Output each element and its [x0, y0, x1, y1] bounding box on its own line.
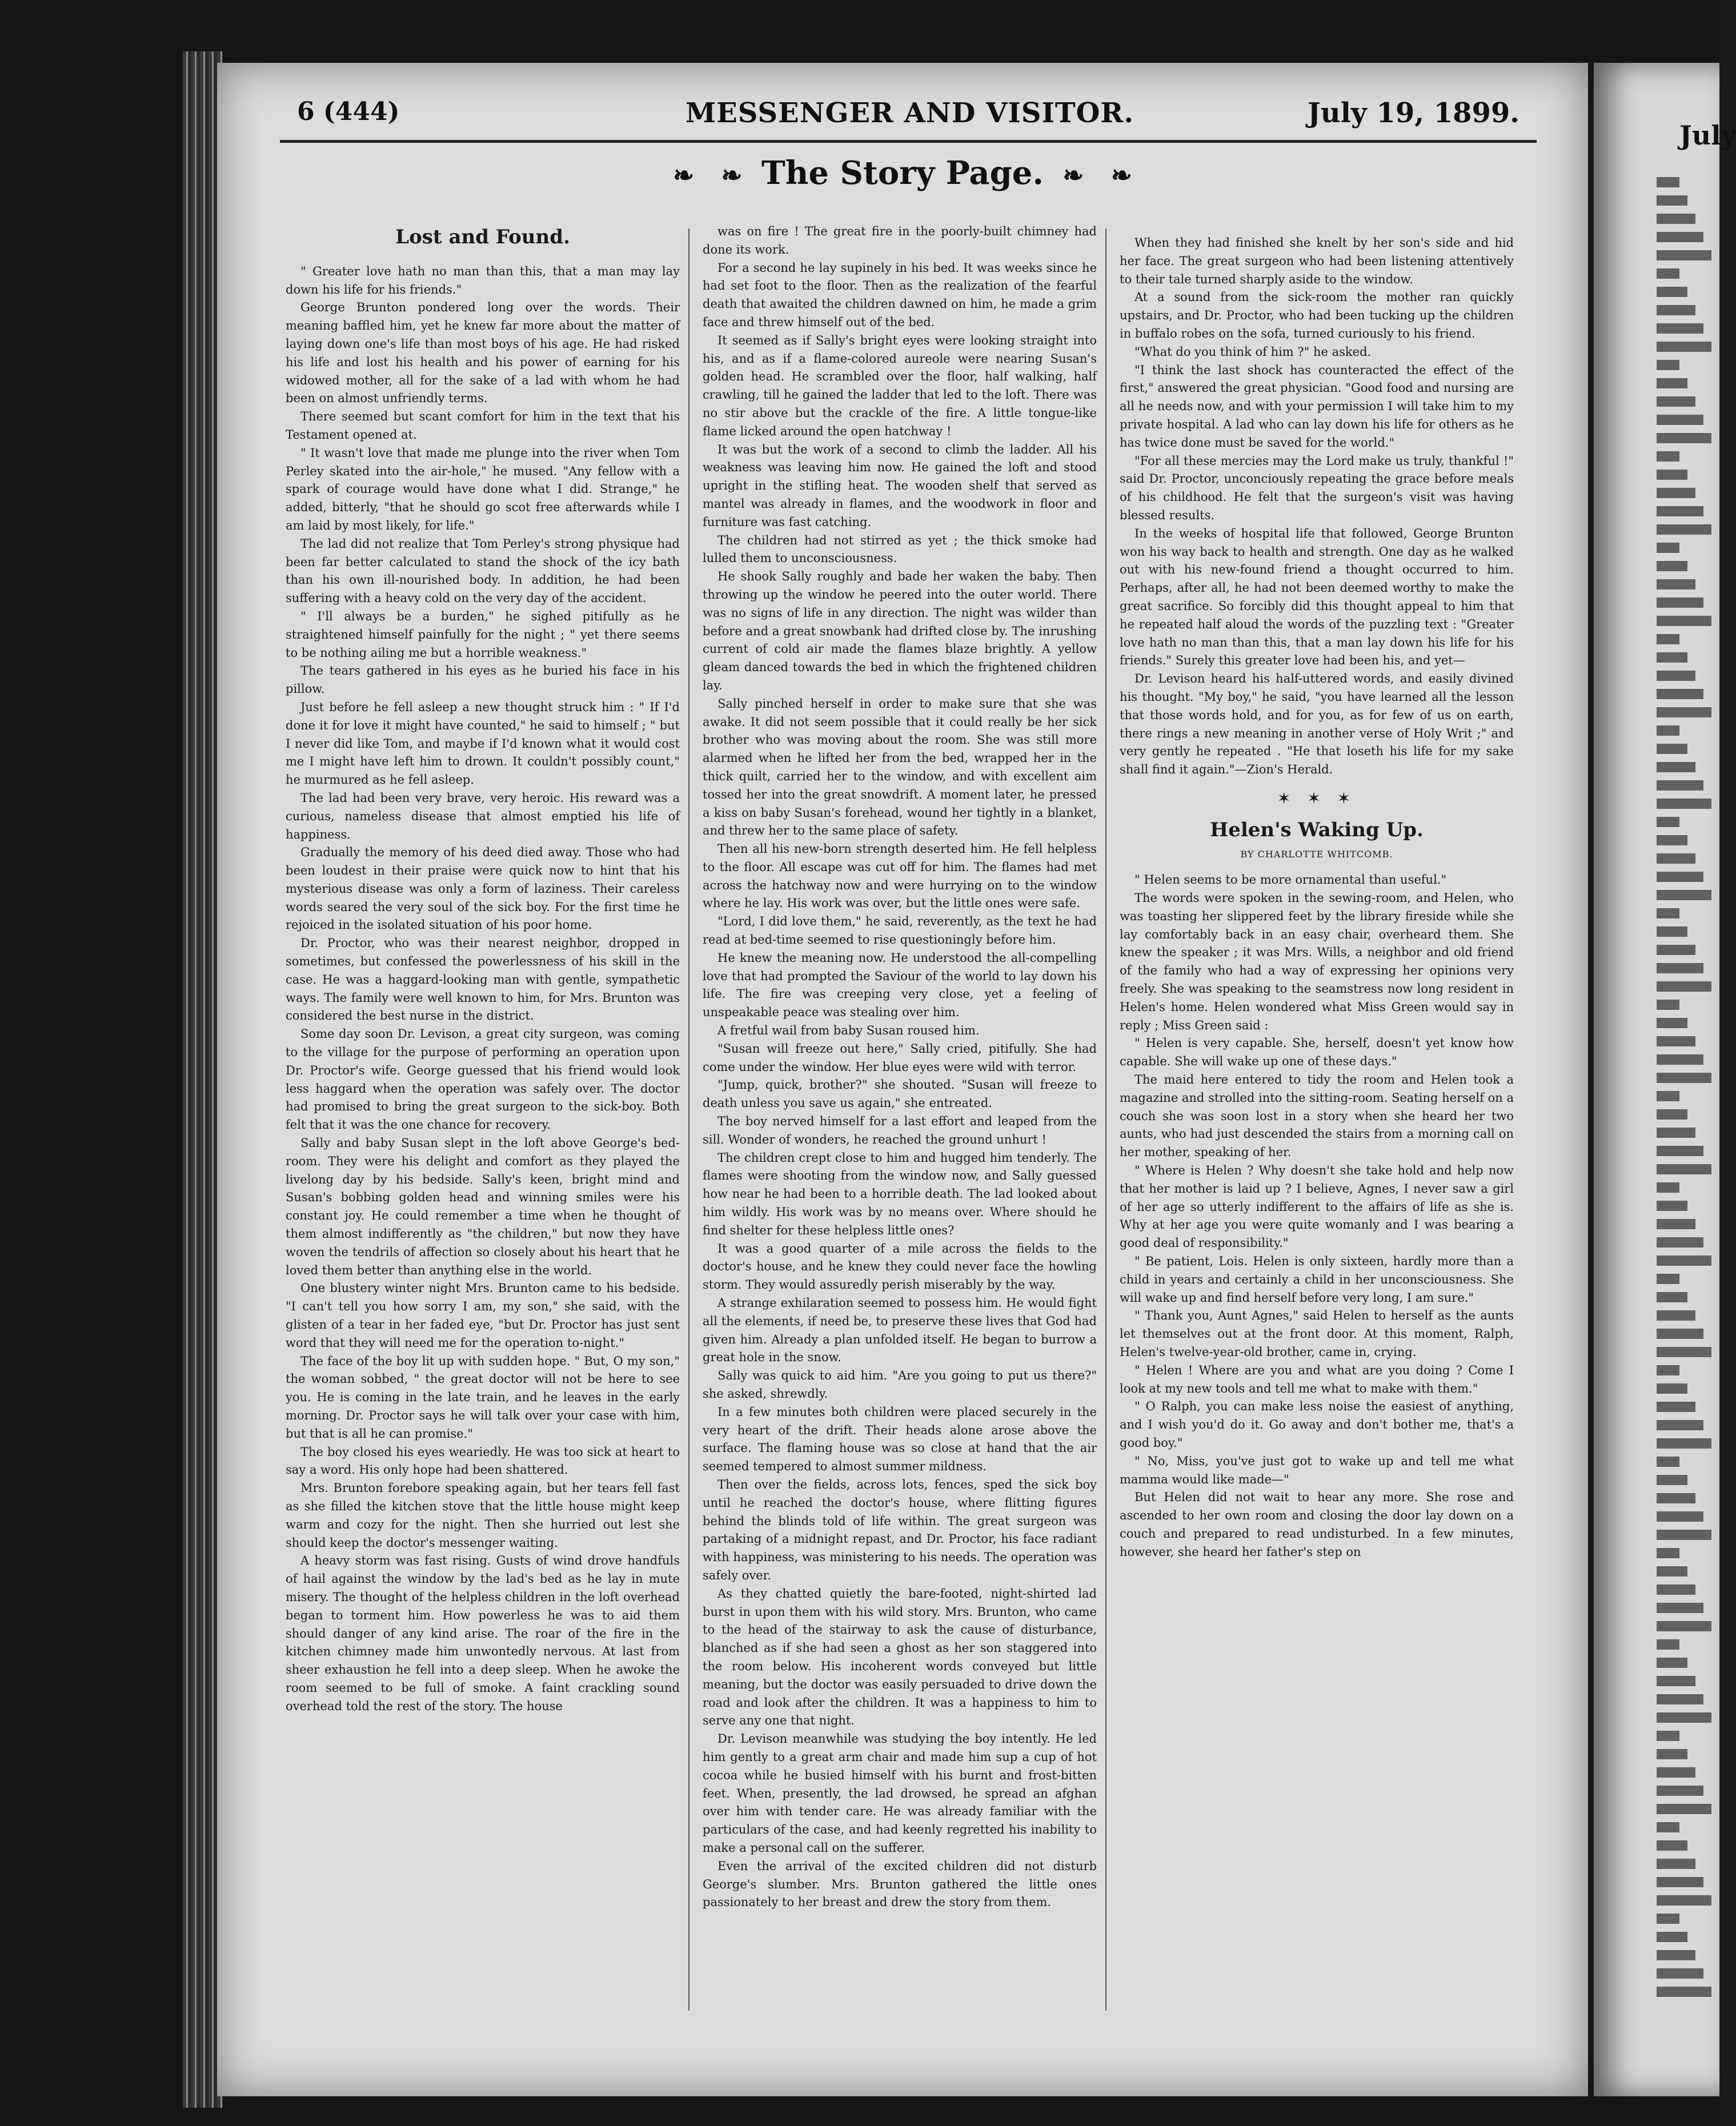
- adjacent-page-text-line: [1657, 1749, 1687, 1759]
- paragraph: One blustery winter night Mrs. Brunton came to his bedside. "I can't tell you how sorry I am, my son," she said, with the glisten of a tear in her faded eye, "but Dr. Proctor has just sent word that they will need me for the operation to-night.": [286, 1281, 680, 1350]
- paragraph: " No, Miss, you've just got to wake up and tell me what mamma would like made—": [1120, 1454, 1514, 1486]
- adjacent-page-text-line: [1657, 634, 1679, 644]
- paragraph: He shook Sally roughly and bade her waken the baby. Then throwing up the window he peered into the outer world. There was no signs of life in any direction. The night was wilder than before and a great snowbank had drifted close by. The inrushing current of cold air made the flames blaze brightly. A yellow gleam danced towards the bed in which the frightened children lay.: [703, 569, 1097, 692]
- adjacent-page-text-line: [1657, 543, 1679, 553]
- adjacent-page-text-line: [1657, 616, 1711, 626]
- adjacent-page-text-line: [1657, 1365, 1679, 1375]
- adjacent-page-text-line: [1657, 1548, 1679, 1558]
- paragraph: " O Ralph, you can make less noise the easiest of anything, and I wish you'd do it. Go away and don't bother me, that's a good boy.": [1120, 1399, 1514, 1450]
- paragraph: Then over the fields, across lots, fences, sped the sick boy until he reached the doctor's house, where flitting figures behind the blinds told of life within. The great surgeon was partaking of a midnight repast, and Dr. Proctor, his face radiant with happiness, was ministering to his needs. The operation was safely over.: [703, 1477, 1097, 1582]
- paragraph: Even the arrival of the excited children did not disturb George's slumber. Mrs. Brunton gathered the little ones passionately to her breast and drew the story from them.: [703, 1859, 1097, 1910]
- adjacent-page-text-line: [1657, 451, 1679, 462]
- adjacent-page-text-line: [1657, 835, 1687, 845]
- paragraph: Some day soon Dr. Levison, a great city surgeon, was coming to the village for the purpose of performing an operation upon Dr. Proctor's wife. George guessed that his friend would look less haggard when the operation was safely over. The doctor had promised to bring the great surgeon to the sick-boy. Both felt that it was the one chance for recovery.: [286, 1027, 680, 1132]
- paragraph: " Greater love hath no man than this, that a man may lay down his life for his friends.": [286, 264, 680, 296]
- adjacent-page-text-line: [1657, 1000, 1679, 1010]
- adjacent-page-text-line: [1657, 963, 1703, 973]
- paragraph: The boy nerved himself for a last effort and leaped from the sill. Wonder of wonders, he reached the ground unhurt !: [703, 1114, 1097, 1146]
- paragraph: Gradually the memory of his deed died away. Those who had been loudest in their praise were quick now to hint that his mysterious disease was only a form of laziness. Their careless words seared the very soul of the sick boy. For the first time he rejoiced in the isolated situation of his poor home.: [286, 845, 680, 932]
- adjacent-page-text-line: [1657, 1493, 1695, 1503]
- ornament-icon: ❧: [1063, 161, 1084, 190]
- section-heading: [217, 154, 1588, 192]
- adjacent-page-text-line: [1657, 744, 1687, 754]
- adjacent-page-text-line: [1657, 1146, 1703, 1156]
- adjacent-page-text-line: [1657, 232, 1703, 242]
- adjacent-page-text-line: [1657, 1237, 1703, 1247]
- adjacent-page-text-line: [1657, 1438, 1711, 1449]
- paragraph: was on fire ! The great fire in the poorly-built chimney had done its work.: [703, 224, 1097, 256]
- story-title: Lost and Found.: [395, 226, 570, 248]
- adjacent-page-text-line: [1657, 396, 1695, 407]
- story-title: Helen's Waking Up.: [1210, 818, 1424, 841]
- paragraph: As they chatted quietly the bare-footed, night-shirted lad burst in upon them with his wild story. Mrs. Brunton, who came to the head of the stairway to ask the cause of disturbance, blanched as if she had seen a ghost as her son staggered into the room below. His incoherent words conveyed but little meaning, but the doctor was easily persuaded to drive down the road and look after the children. It was a happiness to him to serve any one that night.: [703, 1586, 1097, 1728]
- adjacent-page-text-line: [1657, 652, 1687, 663]
- paragraph: " Where is Helen ? Why doesn't she take hold and help now that her mother is laid up ? I believe, Agnes, I never saw a girl of her age so utterly indifferent to the affairs of life as she is. Why at her age you were quite womanly and I was bearing a good deal of responsibility.": [1120, 1164, 1514, 1250]
- paragraph: The maid here entered to tidy the room and Helen took a magazine and strolled into the sitting-room. Seating herself on a couch she was soon lost in a story when she heard her two aunts, who had just descended the stairs from a morning call on her mother, speaking of her.: [1120, 1073, 1514, 1160]
- adjacent-page-text-line: [1657, 1201, 1687, 1211]
- adjacent-page-text-line: [1657, 305, 1695, 315]
- adjacent-page-text-line: [1657, 415, 1703, 425]
- adjacent-page-text-line: [1657, 323, 1703, 334]
- adjacent-page-text-line: [1657, 1073, 1711, 1083]
- adjacent-page-text-line: [1657, 799, 1711, 809]
- adjacent-page-text-line: [1657, 1914, 1679, 1924]
- paragraph: But Helen did not wait to hear any more. She rose and ascended to her own room and closing the door lay down on a couch and prepared to read undisturbed. In a few minutes, however, she heard her father's step on: [1120, 1490, 1514, 1559]
- adjacent-page-text-line: [1657, 1182, 1679, 1193]
- paragraph: " Helen seems to be more ornamental than useful.": [1134, 873, 1447, 887]
- adjacent-page-text-line: [1657, 1731, 1679, 1741]
- adjacent-page-text-line: [1657, 470, 1687, 480]
- adjacent-page-text-line: [1657, 1036, 1695, 1046]
- page-number: 6 (444): [297, 97, 400, 126]
- column-1: [286, 228, 680, 2028]
- paragraph: At a sound from the sick-room the mother ran quickly upstairs, and Dr. Proctor, who had been tucking up the children in buffalo robes on the sofa, turned curiously to his friend.: [1120, 290, 1514, 340]
- adjacent-page-text-line: [1657, 1639, 1679, 1650]
- adjacent-page-text-line: [1657, 1987, 1711, 1997]
- adjacent-page-text-line: [1657, 1383, 1687, 1394]
- paragraph: " Be patient, Lois. Helen is only sixteen, hardly more than a child in years and certainly a child in her unconsciousness. She will wake up and find herself before very long, I am sure.": [1120, 1254, 1514, 1305]
- adjacent-page-text-line: [1657, 1091, 1679, 1101]
- adjacent-page-text-line: [1657, 1475, 1687, 1485]
- adjacent-page-text-line: [1657, 707, 1711, 717]
- adjacent-page-text-line: [1657, 1712, 1711, 1723]
- paragraph: A fretful wail from baby Susan roused him.: [717, 1024, 980, 1038]
- adjacent-page-text-line: [1657, 1658, 1687, 1668]
- adjacent-page-text-line: [1657, 1566, 1687, 1577]
- ornament-icon: ❧: [721, 161, 743, 190]
- adjacent-page-text-line: [1657, 1950, 1695, 1960]
- column-3: [1120, 234, 1514, 2028]
- adjacent-page-text-line: [1657, 872, 1703, 882]
- paragraph: A heavy storm was fast rising. Gusts of wind drove handfuls of hail against the window by the lad's bed as he lay in mute misery. The thought of the helpless children in the loft overhead began to torment him. How powerless he was to aid them should danger of any kind arise. The roar of the fire in the kitchen chimney made him unwontedly nervous. At last from sheer exhaustion he fell into a deep sleep. When he awoke the room seemed to be full of smoke. A faint crackling sound overhead told the rest of the story. The house: [286, 1554, 680, 1713]
- paragraph: "Jump, quick, brother?" she shouted. "Susan will freeze to death unless you save us again," she entreated.: [703, 1078, 1097, 1110]
- paragraph: "Susan will freeze out here," Sally cried, pitifully. She had come under the window. Her blue eyes were wild with terror.: [703, 1041, 1097, 1074]
- ornament-icon: ❧: [1110, 161, 1132, 190]
- paragraph: Just before he fell asleep a new thought struck him : " If I'd done it for love it might have counted," he said to himself ; " but I never did like Tom, and maybe if I'd known what it would cost me I might have left him to drown. It couldn't possibly count," he murmured as he fell asleep.: [286, 700, 680, 787]
- adjacent-page-text-line: [1657, 780, 1703, 791]
- adjacent-page-text-line: [1657, 1511, 1703, 1522]
- paragraph: The words were spoken in the sewing-room, and Helen, who was toasting her slippered feet by the library fireside while she lay comfortably back in an easy chair, overheard them. She knew the speaker ; it was Mrs. Wills, a neighbor and old friend of the family who had a way of expressing her opinions very freely. She was speaking to the seamstress now long resident in Helen's home. Helen wondered what Miss Green would say in reply ; Miss Green said :: [1120, 891, 1514, 1032]
- column-rule: [688, 228, 689, 2011]
- adjacent-page-text-line: [1657, 561, 1687, 571]
- adjacent-page-text-line: [1657, 1786, 1703, 1796]
- paragraph: " Thank you, Aunt Agnes," said Helen to herself as the aunts let themselves out at the front door. At this moment, Ralph, Helen's twelve-year-old brother, came in, crying.: [1120, 1309, 1514, 1359]
- story-body: [703, 223, 1097, 1912]
- paragraph: "What do you think of him ?" he asked.: [1134, 344, 1372, 359]
- paragraph: Mrs. Brunton forebore speaking again, but her tears fell fast as she filled the kitchen stove that the little house might keep warm and cozy for the night. Then she hurried out lest she should keep the doctor's messenger waiting.: [286, 1481, 680, 1550]
- paragraph: "I think the last shock has counteracted the effect of the first," answered the great physician. "Good food and nursing are all he needs now, and with your permission I will take him to my private hospital. A lad who can lay down his life for others as he has twice done must be saved for the world.": [1120, 363, 1514, 450]
- paragraph: A strange exhilaration seemed to possess him. He would fight all the elements, if need be, to preserve these lives that God had given him. Already a plan unfolded itself. He began to burrow a great hole in the snow.: [703, 1296, 1097, 1365]
- newspaper-page: [217, 63, 1588, 2096]
- header-rule: [280, 140, 1537, 143]
- paragraph: The lad did not realize that Tom Perley's strong physique had been far better calculated to stand the shock of the icy bath than his own ill-nourished body. In addition, he had been suffering with a heavy cold on the very day of the accident.: [286, 536, 680, 605]
- paragraph: Sally pinched herself in order to make sure that she was awake. It did not seem possible that it could really be her sick brother who was moving about the room. She was still more alarmed when he lifted her from the bed, wrapped her in the thick quilt, carried her to the window, and with excellent aim tossed her into the great snowdrift. A moment later, he pressed a kiss on baby Susan's forehead, wound her tightly in a blanket, and threw her to the same place of safety.: [703, 696, 1097, 838]
- adjacent-page-text-line: [1657, 1859, 1695, 1869]
- adjacent-page-text-line: [1657, 1932, 1687, 1942]
- adjacent-page-text-line: [1657, 506, 1703, 516]
- adjacent-page-text-line: [1657, 1767, 1695, 1778]
- adjacent-page-text-line: [1657, 1457, 1679, 1467]
- paragraph: Dr. Proctor, who was their nearest neighbor, dropped in sometimes, but confessed the powerlessness of his skill in the case. He was a haggard-looking man with gentle, sympathetic ways. The family were well known to him, for Mrs. Brunton was considered the best nurse in the district.: [286, 936, 680, 1023]
- byline: BY CHARLOTTE WHITCOMB.: [1240, 848, 1393, 860]
- adjacent-page-text-line: [1657, 1219, 1695, 1229]
- section-break-stars: ✶ ✶ ✶: [1277, 788, 1357, 808]
- adjacent-page-text-line: [1657, 1877, 1703, 1887]
- section-title: The Story Page.: [761, 154, 1044, 192]
- adjacent-page-text-line: [1657, 1164, 1711, 1174]
- adjacent-page-text-line: [1657, 597, 1703, 608]
- adjacent-page-text-line: [1657, 1530, 1711, 1540]
- paragraph: The face of the boy lit up with sudden hope. " But, O my son," the woman sobbed, " the great doctor will not be here to see you. He is coming in the late train, and he leaves in the early morning. Dr. Proctor says he will talk over your case with him, but that is all he can promise.": [286, 1354, 680, 1441]
- adjacent-page-edge: [1594, 63, 1736, 2096]
- adjacent-page-text-line: [1657, 1420, 1703, 1430]
- paragraph: In a few minutes both children were placed securely in the very heart of the drift. Their heads alone arose above the surface. The flaming house was so close at hand that the air seemed tempered to almost summer mildness.: [703, 1405, 1097, 1474]
- paragraph: Sally was quick to aid him. "Are you going to put us there?" she asked, shrewdly.: [703, 1369, 1097, 1401]
- paragraph: " Helen ! Where are you and what are you doing ? Come I look at my new tools and tell me what to make with them.": [1120, 1363, 1514, 1395]
- adjacent-page-text-line: [1657, 908, 1679, 918]
- adjacent-page-text-line: [1657, 1694, 1703, 1704]
- paragraph: Dr. Levison meanwhile was studying the boy intently. He led him gently to a great arm chair and made him sup a cup of hot cocoa while he busied himself with his burnt and frost-bitten feet. When, presently, the lad drowsed, he spread an afghan over him with tender care. He was already familiar with the particulars of the case, and had keenly regretted his inability to make a personal call on the sufferer.: [703, 1732, 1097, 1855]
- adjacent-page-text-line: [1657, 524, 1711, 535]
- paragraph: "Lord, I did love them," he said, reverently, as the text he had read at bed-time seemed to rise questioningly before him.: [703, 914, 1097, 947]
- adjacent-page-text-line: [1657, 195, 1687, 206]
- paragraph: The children had not stirred as yet ; the thick smoke had lulled them to unconsciousness.: [703, 533, 1097, 565]
- paragraph: Dr. Levison heard his half-uttered words, and easily divined his thought. "My boy," he said, "you have learned all the lesson that those words hold, and for you, as for few of us on earth, there rings a new meaning in another verse of Holy Writ ;" and very gently he repeated . "He that loseth his life for my sake shall find it again."—Zion's Herald.: [1120, 672, 1514, 777]
- ornament-icon: ❧: [673, 161, 695, 190]
- adjacent-page-text-line: [1657, 1895, 1711, 1906]
- adjacent-page-text-line: [1657, 890, 1711, 900]
- adjacent-page-text-line: [1657, 926, 1687, 937]
- paper-name: MESSENGER AND VISITOR.: [685, 97, 1134, 129]
- adjacent-page-text-line: [1657, 981, 1711, 992]
- adjacent-page-text-line: [1657, 177, 1679, 187]
- column-2: [703, 223, 1097, 2028]
- paragraph: Then all his new-born strength deserted him. He fell helpless to the floor. All escape was cut off for him. The flames had met across the hatchway now and were hurrying on to the window where he lay. His work was over, but the little ones were safe.: [703, 842, 1097, 910]
- paragraph: " I'll always be a burden," he sighed pitifully as he straightened himself painfully for the night ; " yet there seems to be nothing ailing me but a horrible weakness.": [286, 609, 680, 660]
- paragraph: The children crept close to him and hugged him tenderly. The flames were shooting from the window now, and Sally guessed how near he had been to a horrible death. The lad looked about him wildly. His work was by no means over. Where should he find shelter for these helpless little ones?: [703, 1150, 1097, 1237]
- paragraph: The tears gathered in his eyes as he buried his face in his pillow.: [286, 664, 680, 696]
- adjacent-page-text-line: [1657, 1603, 1703, 1613]
- adjacent-page-text-line: [1657, 1255, 1711, 1266]
- paragraph: George Brunton pondered long over the words. Their meaning baffled him, yet he knew far more about the matter of laying down one's life than most boys of his age. He had risked his life and lost his health and his power of earning for his widowed mother, all for the sake of a lad with whom he had been on almost unfriendly terms.: [286, 300, 680, 406]
- adjacent-page-text-line: [1657, 433, 1711, 443]
- adjacent-page-text-line: [1657, 1968, 1703, 1979]
- adjacent-page-text-line: [1657, 1347, 1711, 1357]
- adjacent-page-text-line: [1657, 579, 1695, 589]
- adjacent-page-text-line: [1657, 1804, 1711, 1814]
- story-body: [1120, 234, 1514, 779]
- column-rule: [1105, 228, 1106, 2011]
- adjacent-page-text-line: [1657, 250, 1711, 260]
- story-body: [286, 263, 680, 1716]
- adjacent-page-text-line: [1657, 268, 1679, 279]
- paragraph: It was a good quarter of a mile across the fields to the doctor's house, and he knew they could never face the howling storm. They would assuredly perish miserably by the way.: [703, 1241, 1097, 1292]
- adjacent-page-text-line: [1657, 671, 1695, 681]
- paragraph: The lad had been very brave, very heroic. His reward was a curious, nameless disease that almost emptied his life of happiness.: [286, 791, 680, 841]
- paragraph: It seemed as if Sally's bright eyes were looking straight into his, and as if a flame-colored aureole were nearing Susan's golden head. He scrambled over the floor, half walking, half crawling, till he gained the ladder that led to the loft. There was no stir above but the crackle of the fire. A little tongue-like flame licked around the open hatchway !: [703, 333, 1097, 438]
- adjacent-page-text-line: [1657, 342, 1711, 352]
- adjacent-page-text-line: [1657, 1840, 1687, 1851]
- paragraph: There seemed but scant comfort for him in the text that his Testament opened at.: [286, 410, 680, 442]
- running-head: [217, 97, 1588, 143]
- paragraph: "For all these mercies may the Lord make us truly, thankful !" said Dr. Proctor, unconciously repeating the grace before meals of his childhood. He felt that the surgeon's visit was having blessed results.: [1120, 454, 1514, 522]
- adjacent-page-text-line: [1657, 214, 1695, 224]
- adjacent-page-text-line: [1657, 689, 1703, 699]
- paragraph: Sally and baby Susan slept in the loft above George's bed-room. They were his delight and comfort as they played the livelong day by his bedside. Sally's keen, bright mind and Susan's bobbing golden head and winning smiles were his constant joy. He could remember a time when he thought of them almost indifferently as "the children," but now they have woven the tendrils of affection so closely about his heart that he loved them better than anything else in the world.: [286, 1136, 680, 1277]
- adjacent-page-text-line: [1657, 853, 1695, 864]
- adjacent-page-text-line: [1657, 1054, 1703, 1065]
- adjacent-page-fragment: July: [1679, 120, 1736, 151]
- adjacent-page-text-line: [1657, 1585, 1695, 1595]
- adjacent-page-text-line: [1657, 945, 1695, 955]
- adjacent-page-text-line: [1657, 725, 1679, 736]
- adjacent-page-text-line: [1657, 1402, 1695, 1412]
- paragraph: In the weeks of hospital life that followed, George Brunton won his way back to health and strength. One day as he walked out with his new-found friend a thought occurred to him. Perhaps, after all, he had not been deemed worthy to make the great sacrifice. So forcibly did this thought appeal to him that he repeated half aloud the words of the puzzling text : "Greater love hath no man than this, that a man lay down his life for his friends." Surely this greater love had been his, and yet—: [1120, 526, 1514, 668]
- adjacent-page-text-line: [1657, 1310, 1695, 1321]
- adjacent-page-text-line: [1657, 817, 1679, 827]
- adjacent-page-text-line: [1657, 1018, 1687, 1028]
- story-body: [1120, 871, 1514, 1561]
- adjacent-page-text-line: [1657, 378, 1687, 388]
- adjacent-page-text-line: [1657, 1109, 1687, 1120]
- issue-date: July 19, 1899.: [1308, 97, 1519, 129]
- adjacent-page-text-line: [1657, 1621, 1711, 1631]
- adjacent-page-text-line: [1657, 360, 1679, 370]
- paragraph: It was but the work of a second to climb the ladder. All his weakness was leaving him now. He gained the loft and stood upright in the stifling heat. The wooden shelf that served as mantel was already in flames, and the woodwork in floor and furniture was fast catching.: [703, 442, 1097, 529]
- adjacent-page-text-line: [1657, 762, 1695, 772]
- adjacent-page-text-line: [1657, 287, 1687, 297]
- paragraph: When they had finished she knelt by her son's side and hid her face. The great surgeon who had been listening attentively to their tale turned sharply aside to the window.: [1120, 236, 1514, 286]
- paragraph: The boy closed his eyes weariedly. He was too sick at heart to say a word. His only hope had been shattered.: [286, 1445, 680, 1477]
- adjacent-page-text-line: [1657, 1274, 1679, 1284]
- adjacent-page-text-line: [1657, 488, 1695, 498]
- adjacent-page-text-line: [1657, 1822, 1679, 1832]
- paragraph: For a second he lay supinely in his bed. It was weeks since he had set foot to the floor. Then as the realization of the fearful death that awaited the children dawned on him, he made a grim face and threw himself out of the bed.: [703, 260, 1097, 329]
- adjacent-page-text-line: [1657, 1676, 1695, 1686]
- paragraph: " It wasn't love that made me plunge into the river when Tom Perley skated into the air-hole," he mused. "Any fellow with a spark of courage would have done what I did. Strange," he added, bitterly, "that he should go scot free afterwards while I am laid by most likely, for life.": [286, 446, 680, 532]
- paragraph: " Helen is very capable. She, herself, doesn't yet know how capable. She will wake up one of these days.": [1120, 1036, 1514, 1069]
- adjacent-page-text-line: [1657, 1329, 1703, 1339]
- paragraph: He knew the meaning now. He understood the all-compelling love that had prompted the Saviour of the world to lay down his life. The fire was creeping very close, yet a feeling of unspeakable peace was stealing over him.: [703, 950, 1097, 1020]
- adjacent-page-text-line: [1657, 1128, 1695, 1138]
- adjacent-page-text-line: [1657, 1292, 1687, 1302]
